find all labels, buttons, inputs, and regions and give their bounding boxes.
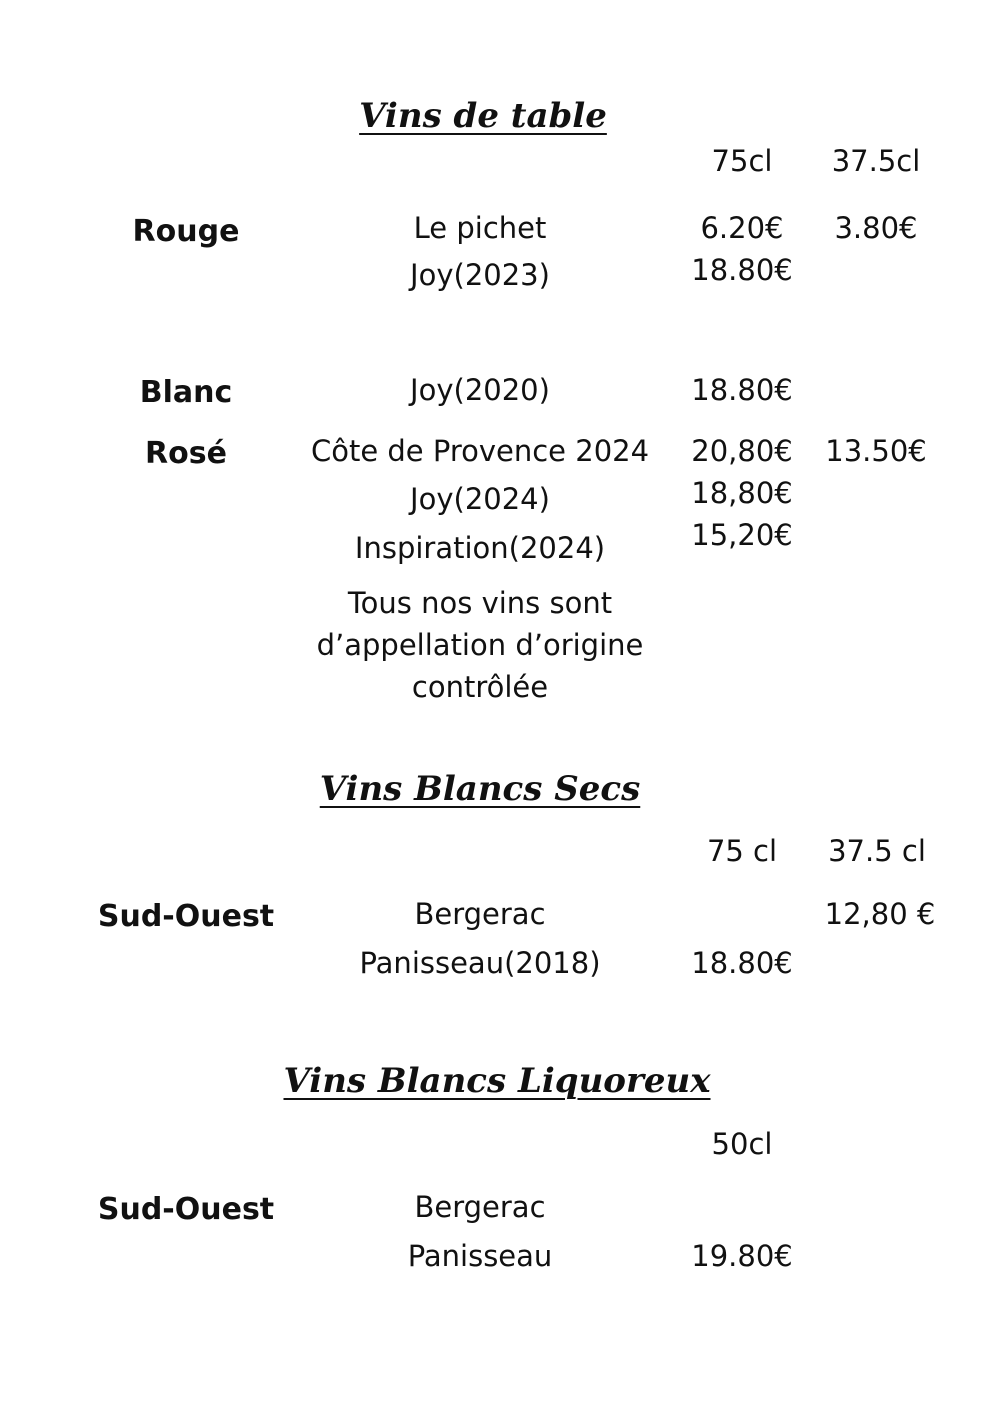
wine-name: Côte de Provence 2024 xyxy=(310,434,650,468)
wine-price-75: 18.80€ xyxy=(691,946,793,980)
wine-name: Inspiration(2024) xyxy=(354,531,606,565)
category-sud-ouest: Sud-Ouest xyxy=(97,1192,275,1227)
wine-name: Joy(2024) xyxy=(410,482,550,516)
wine-name: Le pichet xyxy=(413,211,547,245)
category-rouge: Rouge xyxy=(132,214,240,249)
size-header-75cl: 75 cl xyxy=(706,834,778,868)
size-header-75cl: 75cl xyxy=(711,144,773,178)
note-line: contrôlée xyxy=(411,670,549,704)
wine-price-75: 18,80€ xyxy=(691,476,793,510)
wine-price-37-5: 13.50€ xyxy=(825,434,927,468)
wine-name: Panisseau xyxy=(407,1239,553,1273)
wine-price-75: 18.80€ xyxy=(691,253,793,287)
wine-price-37-5: 12,80 € xyxy=(824,897,936,931)
section-title-vins-blancs-liquoreux: Vins Blancs Liquoreux xyxy=(283,1061,711,1101)
wine-price-75: 20,80€ xyxy=(691,434,793,468)
note-line: Tous nos vins sont xyxy=(347,586,613,620)
size-header-50cl: 50cl xyxy=(711,1127,773,1161)
wine-name: Panisseau(2018) xyxy=(359,946,601,980)
wine-name: Joy(2020) xyxy=(410,373,550,407)
category-sud-ouest: Sud-Ouest xyxy=(97,899,275,934)
appellation-note xyxy=(300,582,660,708)
wine-name: Joy(2023) xyxy=(410,258,550,292)
wine-price-37-5: 3.80€ xyxy=(834,211,918,245)
wine-name: Bergerac xyxy=(414,897,546,931)
section-title-vins-blancs-secs: Vins Blancs Secs xyxy=(319,769,641,809)
wine-name: Bergerac xyxy=(414,1190,546,1224)
category-rose: Rosé xyxy=(145,436,227,471)
size-header-37-5cl: 37.5 cl xyxy=(828,834,926,868)
wine-price-75: 6.20€ xyxy=(700,211,784,245)
note-line: d’appellation d’origine xyxy=(316,628,644,662)
category-blanc: Blanc xyxy=(139,375,233,410)
wine-price-75: 15,20€ xyxy=(691,518,793,552)
wine-price-50: 19.80€ xyxy=(691,1239,793,1273)
size-header-37-5cl: 37.5cl xyxy=(831,144,921,178)
section-title-vins-de-table: Vins de table xyxy=(359,96,607,136)
wine-price-75: 18.80€ xyxy=(691,373,793,407)
